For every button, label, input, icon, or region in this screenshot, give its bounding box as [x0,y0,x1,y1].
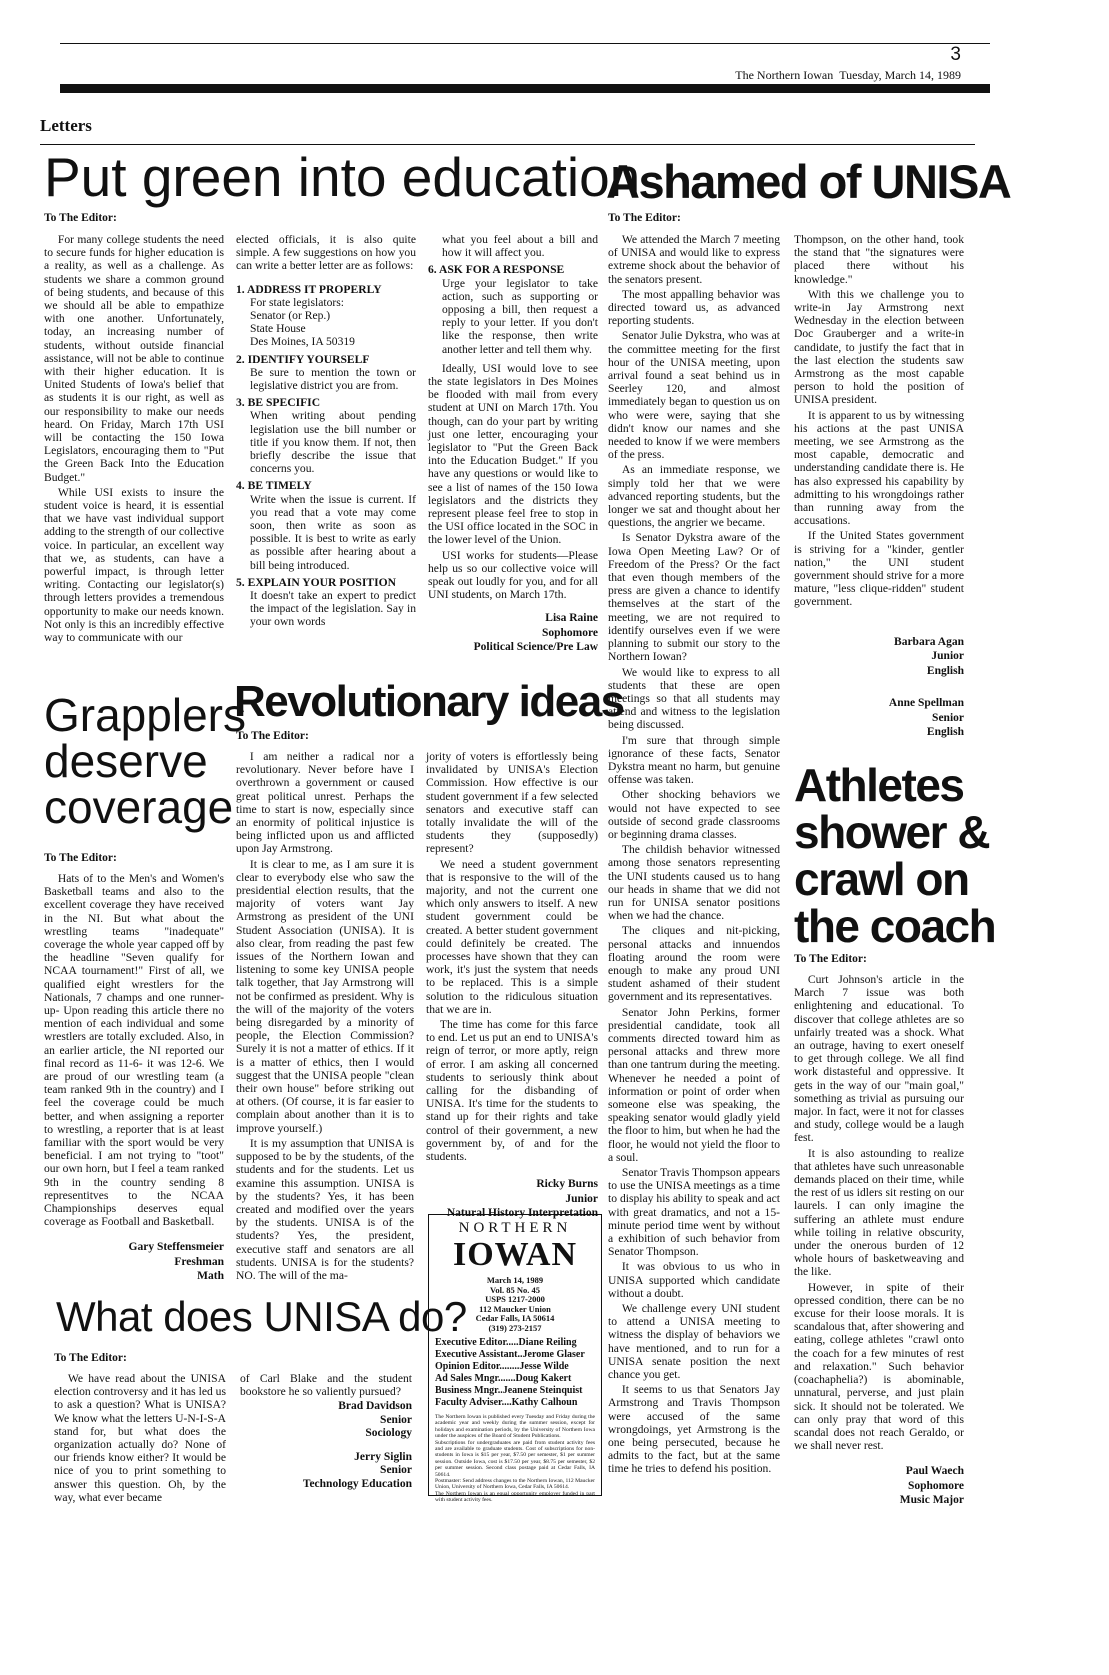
paper-name: The Northern Iowan [735,68,834,82]
step-title: 2. IDENTIFY YOURSELF [236,352,370,366]
paragraph: Is Senator Dykstra aware of the Iowa Open Meeting Law? Or of Freedom of the Press? Or the fact that even though members of the press are given a chance to identify themselves at the start of the meeting, we are not required to identify ourselves even if we were planning to submit our story to the Northern Iowan? [608,531,780,664]
signer-year: Sophomore [541,626,598,639]
staff-row [435,1373,595,1385]
signer-name: Anne Spellman [888,697,964,710]
fine-print-para: The Northern Iowan is an equal opportunity employer funded in part with student activity fees. [435,1490,595,1504]
staff-role: Executive Editor..... [435,1337,519,1348]
headline-line: deserve [44,735,208,787]
paragraph: It was obvious to us who in UNISA supported which candidate without a doubt. [608,1260,780,1300]
info-line: (319) 273-2157 [488,1322,542,1333]
signer-major: English [926,726,964,739]
info-line: March 14, 1989 [486,1275,544,1285]
signer-major: English [926,664,964,677]
staff-role: Faculty Adviser.... [435,1397,512,1408]
paragraph: The time has come for this farce to end. Let us put an end to UNISA's reign of terror, or more aptly, reign of error. I am asking all concerned students to seriously think about calling for the disbanding of UNISA. It's time for the students to stand up for their rights and take control of their government, a new government by, of and for the students. [426,1018,598,1164]
step-title: 5. EXPLAIN YOUR POSITION [236,575,396,589]
signer-major: Math [197,1270,224,1283]
headline-line: crawl on [794,853,969,905]
step-text: Be sure to mention the town or legislative district you are from. [250,365,416,393]
address-line: For state legislators: [250,295,345,309]
staff-name: Jesse Wilde [519,1361,569,1372]
paragraph: The childish behavior witnessed among those senators representing the UNI students caused us to hang our heads in shame that we did not run for UNISA senator positions when we had the chance. [608,843,780,923]
whatdoes-to-editor: To The Editor: [54,1352,127,1364]
paragraph: We challenge every UNI student to attend a UNISA meeting to witness the display of behaviors we have mentioned, and to run for a UNISA senate position the next chance you get. [608,1302,780,1382]
signer-major: Music Major [899,1494,964,1507]
step-text: Write when the issue is current. If you read that a vote may come soon, then write as soon as possible. It is best to write as early as possible after hearing about a bill being introduced. [250,492,416,572]
staff-name: Doug Kakert [515,1373,572,1384]
headline-ashamed: Ashamed of UNISA [606,155,1011,208]
signer-major: Sociology [365,1427,412,1440]
paragraph: While USI exists to insure the student voice is heard, it is essential that we have vast individual support adding to the strength of our collective voice. In particular, an excellent way that we, as students, can have a powerful impact, is through letter writing. Contacting our legislator(s) through letters provides a tremendous opportunity to make our needs known. Not only is this an incredibly effective way to communicate with our [44,485,224,645]
athletes-column [794,973,964,1507]
paragraph: Senator Julie Dykstra, who was at the committee meeting for the first hour of the UNISA meeting, upon arrival found a seat behind us in Seerley 120, and almost immediately began to question us on who were were, saying that she didn't know our names and she needed to know if we were members of the press. [608,329,780,462]
section-label: Letters [40,116,92,135]
signer-name: Jerry Siglin [354,1450,412,1463]
signer-major: Technology Education [302,1477,412,1490]
paragraph: I'm sure that through simple ignorance of these facts, Senator Dykstra meant no harm, but genuine offense was taken. [608,733,780,787]
page-number: 3 [950,44,961,65]
step-text: what you feel about a bill and how it will affect you. [442,233,598,260]
signature [794,635,964,679]
paragraph: Ideally, USI would love to see the state legislators in Des Moines be flooded with mail from every student at UNI on March 17th. You though, can do your part by writing just one letter, encouraging your legislator to "Put the Green Back into the Education Budget." If you have any questions or would like to see a list of names of the 150 Iowa legislators and the districts they represent please feel free to stop in the USI office located in the SOC in the lower level of the Union. [428,361,598,547]
signer-year: Senior [380,1464,412,1477]
signer-major: Political Science/Pre Law [473,641,598,654]
signer-name: Ricky Burns [536,1178,598,1191]
staff-name: Jeanene Steinquist [502,1385,583,1396]
info-line: 112 Maucker Union [479,1303,551,1314]
paragraph: It is my assumption that UNISA is supposed to be by the students, of the students and for the students. Let us examine this assumption. UNISA is by the students? Yes, it has been created and modified over the years by the students. UNISA is of the students? Yes, the president, executive staff and senators are all students. UNISA is for the students? NO. The will of the ma- [236,1136,414,1282]
paragraph: However, in spite of their opressed condition, there can be no excuse for their loose morals. It is scandalous that, after showering and eating, college athletes "crawl onto the coach for a few minutes of rest and relaxation." Such behavior (coachaphelia?) is abominable, unnatural, perverse, and just plain sick. It should not be tolerated. We can only pray that word of this scandal does not reach Geraldo, or we shall never rest. [794,1280,964,1453]
signature [240,1451,412,1492]
signer-name: Gary Steffensmeier [128,1241,224,1254]
paragraph: It is also astounding to realize that athletes have such unreasonable demands placed on their time, while the rest of us idlers sit resting on our laurels. I can only imagine the suffering an athlete must endure while toiling in relative obscurity, under the onerous burden of 12 whole hours of basketweaving and the like. [794,1146,964,1279]
fine-print [435,1414,595,1504]
paragraph: I am neither a radical nor a revolutionary. Never before have I overthrown a government or caused great political unrest. Perhaps the time to start is now, especially since an enormity of political injustice is being inflicted upon us and afflicted upon Jay Armstrong. [236,750,414,856]
signer-year: Sophomore [907,1479,964,1492]
section-rule [40,144,975,145]
whatdoes-column-2 [240,1372,412,1492]
staff-name: Diane Reiling [518,1337,577,1348]
staff-row [435,1397,595,1409]
headline-grapplers [44,689,246,833]
signer-year: Senior [932,711,964,724]
paragraph: For many college students the need to secure funds for higher education is a reality, as well as a challenge. As students we share a common ground of being students, and because of this we should all be able to empathize with one another. Unfortunately, today, an increasing number of students, without outside financial assistance, will not be able to continue with their higher education. It is United Students of Iowa's belief that as students it is our right, as well as our responsibility to make our needs heard. On Friday, March 17th USI will be contacting the 150 Iowa Legislators, encouraging them to "Put the Green Back Into the Education Budget." [44,233,224,484]
paragraph: We have read about the UNISA election controversy and it has led us to ask a question? What is UNISA? We know what the letters U-N-I-S-A stand for, but what does the organization actually do? None of our friends know either? It would be nice of you to print something to answer this question. Oh, by the way, what ever became [54,1372,226,1504]
unisa-column-2 [794,233,964,743]
paragraph: It is clear to me, as I am sure it is clear to everybody else who saw the presidential election results, that the majority of voters want Jay Armstrong as president of the UNI Student Association (UNISA). It is also clear, from reading the past few issues of the Northern Iowan and listening to some key UNISA people talk together, that Jay Armstrong will not be confirmed as president. Why is the will of the majority of the voters being disregarded by a minority of people, the Election Commission? Surely it is not a matter of ethics. If it is a matter of ethics, then I would suggest that the UNISA people "clean their own house" before striking out at others. (Of course, it is far easier to complain about another than it is to improve yourself.) [236,857,414,1135]
staff-row [435,1349,595,1361]
headline-line: the coach [794,900,996,952]
staff-row [435,1385,595,1397]
athletes-to-editor: To The Editor: [794,953,867,965]
paragraph: We would like to express to all students that these are open meetings so that all students may attend and witness to the legislation being discussed. [608,665,780,732]
paragraph: If the United States government is striving for a "kinder, gentler nation," the UNI student government should strive for a more mature, "less clique-ridden" student government. [794,529,964,609]
signature [794,696,964,740]
running-head [735,68,961,83]
staff-role: Executive Assistant.. [435,1349,523,1360]
grapplers-to-editor: To The Editor: [44,852,117,864]
paragraph: Other shocking behaviors we would not have expected to see outside of second grade classrooms or beginning drama classes. [608,788,780,841]
top-rule [60,43,990,44]
signer-year: Junior [931,650,964,663]
signature [240,1400,412,1441]
headline-line: shower & [794,806,990,858]
revolutionary-to-editor: To The Editor: [236,730,309,742]
info-line: USPS 1217-2000 [485,1294,545,1304]
fine-print-para: Subscriptions for undergraduates are paid from student activity fees and are available to graduate students. Cost of subscriptions for non-students in Iowa is $15 per year, $7.50 per semester, $1 per summer session. Outside Iowa, cost is $17.50 per year, $8.75 per semester, $2 per summer session. Second class postage paid at Cedar Falls, IA 50614. [435,1439,595,1478]
signer-name: Brad Davidson [338,1400,412,1413]
info-line: Cedar Falls, IA 50614 [475,1313,555,1323]
paragraph: With this we challenge you to write-in Jay Armstrong next Wednesday in the election between Doc Grauberger and a write-in candidate, to justify the fact that in the last election the students saw Armstrong as the most capable person to hold the position of UNISA president. [794,287,964,407]
masthead-box [428,1214,602,1504]
headline-line: Grapplers [44,689,246,741]
headline-line: Athletes [794,759,964,811]
staff-row [435,1361,595,1373]
step-title: 3. BE SPECIFIC [236,396,321,410]
step-text: It doesn't take an expert to predict the impact of the legislation. Say in your own words [250,589,416,629]
signer-name: Paul Waech [905,1465,964,1478]
masthead-title-main: IOWAN [452,1236,578,1273]
unisa-column-1 [608,233,780,1478]
signature [428,611,598,655]
paragraph: jority of voters is effortlessly being invalidated by UNISA's Election Commission. How effective is our student government if a few selected senators and executive staff can totally invalidate the will of the students they (supposedly) represent? [426,750,598,856]
unisa-to-editor: To The Editor: [608,212,681,224]
paragraph: USI works for students—Please help us so our collective voice will speak out loudly for you, and for all UNI students, on March 17th. [428,548,598,602]
signer-name: Lisa Raine [545,612,598,625]
staff-role: Ad Sales Mngr....... [435,1373,516,1384]
staff-name: Kathy Calhoun [511,1397,578,1408]
headline-line: coverage [44,781,234,833]
step-text: When writing about pending legislation use the bill number or title if you know them. If not, then briefly describe the issue that concerns you. [250,409,416,476]
staff-role: Business Mngr.. [435,1385,503,1396]
green-to-editor: To The Editor: [44,212,117,224]
signer-year: Senior [380,1413,412,1426]
signer-year: Freshman [174,1255,224,1268]
signer-year: Junior [565,1192,598,1205]
fine-print-para: The Northern Iowan is published every Tuesday and Friday during the academic year and weekly during the summer session, except for holidays and examination periods, by the University of Northern Iowa under the auspices of the Board of Student Publications. [435,1414,595,1440]
green-column-3 [428,233,598,673]
staff-name: Jerome Glaser [522,1349,585,1360]
paragraph: It seems to us that Senators Jay Armstrong and Travis Thompson were accused of the same wrongdoings, yet Armstrong is the one being persecuted, because he admits to the fact, but at the same time he tries to defend his position. [608,1383,780,1476]
signer-name: Barbara Agan [894,635,964,648]
issue-date: Tuesday, March 14, 1989 [839,68,961,82]
signature [44,1240,224,1284]
masthead-title-top: NORTHERN [458,1220,572,1236]
signature [794,1464,964,1508]
headline-athletes [794,759,996,952]
address-line: Des Moines, IA 50319 [250,335,355,349]
staff-list [435,1337,595,1409]
paragraph: It is apparent to us by witnessing his actions at the past UNISA meeting, we see Armstrong as the most capable, democratic and understanding candidate there is. He has also expressed his capability by admitting to his wrongdoings rather than running away from the accusations. [794,408,964,528]
signer-major: Natural History Interpretation [446,1207,598,1220]
fine-print-para: Postmaster: Send address changes to the Northern Iowan, 112 Maucker Union, University of Northern Iowa, Cedar Falls, IA 50614. [435,1478,595,1491]
paragraph: The cliques and nit-picking, personal attacks and innuendos floating around the room were enough to make any proud UNI student ashamed of their student government and its representatives. [608,924,780,1004]
paragraph: We need a student government that is responsive to the will of the majority, and not the current one which only answers to itself. A new student government could be created. A better student government could definitely be created. The processes have shown that they can work, it's just the system that needs to be replaced. This is a simple solution to the ridiculous situation that we are in. [426,857,598,1016]
paragraph: As an immediate response, we simply told her that we were advanced reporting students, but the longer we sat and thought about her questions, the angrier we became. [608,463,780,530]
revolutionary-column-2 [426,750,598,1220]
step-title: 4. BE TIMELY [236,479,312,493]
paragraph: of Carl Blake and the student bookstore he so valiently pursued? [240,1372,412,1399]
paragraph: Curt Johnson's article in the March 7 issue was both enlightening and educational. To discover that college athletes are so unfairly treated was a shock. What an outrage, having to exert oneself to get through college. We all find work distasteful and oppressive. It gets in the way of our "main goal," something as trivial as pursuing our major. In fact, were it not for classes and study, college would be a laugh fest. [794,973,964,1145]
revolutionary-column-1 [236,750,414,1282]
staff-role: Opinion Editor........ [435,1361,520,1372]
paragraph: Senator Travis Thompson appears to use the UNISA meetings as a time to display his ability to speak and act with great dramatics, and not a 15-minute period time went by without a exhibition of such behavior from Senator Thompson. [608,1166,780,1259]
step-text: Urge your legislator to take action, such as supporting or opposing a bill, then request a reply to your letter. If you don't like the response, then write another letter and tell them why. [442,276,598,356]
headline-revolutionary: Revolutionary ideas [234,677,624,726]
paragraph: The most appalling behavior was directed toward us, as advanced reporting students. [608,287,780,328]
green-column-2 [236,233,416,665]
grapplers-column [44,872,224,1283]
header-bar [60,84,990,93]
paragraph: elected officials, it is also quite simple. A few suggestions on how you can write a better letter are as follows: [236,233,416,273]
address-line: State House [250,322,306,336]
info-line: Vol. 85 No. 45 [490,1284,540,1295]
paragraph: We attended the March 7 meeting of UNISA and would like to express extreme shock about the behavior of the senators present. [608,233,780,286]
address-line: Senator (or Rep.) [250,309,331,323]
whatdoes-column-1 [54,1372,226,1504]
headline-what-does-unisa: What does UNISA do? [56,1293,467,1340]
step-title: 1. ADDRESS IT PROPERLY [236,282,382,296]
step-title: 6. ASK FOR A RESPONSE [428,263,565,277]
green-column-1 [44,233,224,665]
paragraph: Senator John Perkins, former presidential candidate, took all comments directed toward him as personal attacks and threw more than one tantrum during the meeting. Whenever he needed a point of information or point of order when someone else was speaking, the speaking senator would gladly yield the floor to him, but when he had the floor, he would not yield the floor to a soul. [608,1005,780,1164]
paragraph: Thompson, on the other hand, took the stand that "the signatures were placed there without his knowledge." [794,233,964,286]
paragraph: Hats of to the Men's and Women's Basketball teams and also to the excellent coverage they have received in the NI. But what about the wrestling teams "inadequate" coverage the whole year capped off by the headline "Seven qualify for NCAA tournament!" First of all, we qualified eight wrestlers for the Nationals, 7 champs and one runner-up- Upon reading this article there no mention of each individual and some wrestlers are totally excluded. Also, in an earlier article, the NI reported our final record as 11-6- it was 12-6. We are proud of our wrestling team (a team ranked 9th in the country) and I feel the coverage could be much better, and when assigning a reporter to wrestling, a reporter that is at least familiar with the sport would be very beneficial. I am not trying to "toot" our own horn, but I feel a team ranked 9th in the country sending 8 representitves to the NCAA Championships deserves equal coverage as Football and Basketball. [44,872,224,1229]
headline-green: Put green into education [44,146,641,208]
